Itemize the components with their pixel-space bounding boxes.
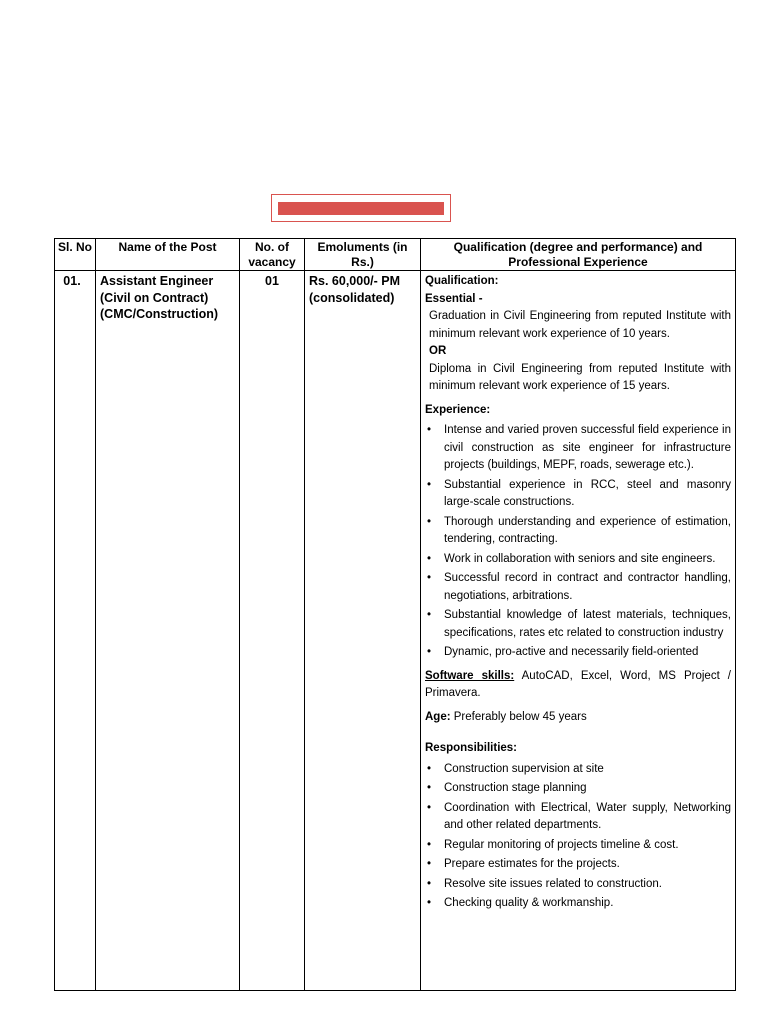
sl-no-value: 01. [63,274,81,288]
header-row [55,239,736,271]
diploma-text: Diploma in Civil Engineering from reputed Institute with minimum relevant work experience of 15 years. [429,362,731,392]
header-post: Name of the Post [96,239,240,271]
software-value: AutoCAD, Excel, Word, MS Project / Primavera. [425,669,732,699]
essential-label: Essential - [425,292,483,305]
emoluments-line-2: (consolidated) [309,290,395,305]
list-item: • Construction supervision at site [425,761,731,779]
experience-heading: Experience: [425,403,491,416]
emoluments-line-1: Rs. 60,000/- PM [309,274,401,288]
or-text: OR [429,345,447,357]
header-emoluments: Emoluments (in Rs.) [305,239,421,271]
list-item: • Substantial knowledge of latest materials, techniques, specifications, rates etc related to construction industry [425,607,731,642]
age-value: Preferably below 45 years [453,710,587,723]
age [425,709,731,727]
responsibilities-list [425,761,731,913]
list-item: • Substantial experience in RCC, steel and masonry large-scale constructions. [425,477,731,512]
responsibilities-heading: Responsibilities: [425,742,518,754]
header-qualification: Qualification (degree and performance) and Professional Experience [421,239,736,271]
list-item: • Coordination with Electrical, Water supply, Networking and other related departments. [425,800,731,835]
list-item: • Resolve site issues related to construction. [425,876,731,894]
redaction-bar [278,202,444,215]
cell-sl-no [55,271,96,991]
vacancy-value: 01 [265,274,279,288]
list-item: • Dynamic, pro-active and necessarily field-oriented [425,644,731,662]
job-table [54,238,736,991]
list-item: • Regular monitoring of projects timeline & cost. [425,837,731,855]
post-line-2: (Civil on Contract) [100,290,209,305]
cell-vacancy [240,271,305,991]
cell-post [96,271,240,991]
header-sl-no: Sl. No [55,239,96,271]
redacted-title [271,194,451,222]
age-label: Age: [425,710,451,723]
post-line-3: (CMC/Construction) [100,307,219,321]
cell-qualification [421,271,736,991]
software-skills [425,668,731,703]
table-row [55,271,736,991]
list-item: • Construction stage planning [425,780,731,798]
list-item: • Thorough understanding and experience of estimation, tendering, contracting. [425,514,731,549]
experience-list [425,422,731,662]
post-line-1: Assistant Engineer [100,274,214,288]
list-item: • Work in collaboration with seniors and site engineers. [425,551,731,569]
list-item: • Successful record in contract and contractor handling, negotiations, arbitrations. [425,570,731,605]
cell-emoluments [305,271,421,991]
qualification-heading: Qualification: [425,275,499,287]
list-item: • Checking quality & workmanship. [425,895,731,913]
graduation-text: Graduation in Civil Engineering from reputed Institute with minimum relevant work experience of 10 years. [429,310,731,340]
header-vacancy: No. of vacancy [240,239,305,271]
software-label: Software skills: [425,669,515,682]
list-item: • Intense and varied proven successful field experience in civil construction as site engineer for infrastructure projects (buildings, MEPF, roads, sewerage etc.). [425,422,731,475]
list-item: • Prepare estimates for the projects. [425,856,731,874]
